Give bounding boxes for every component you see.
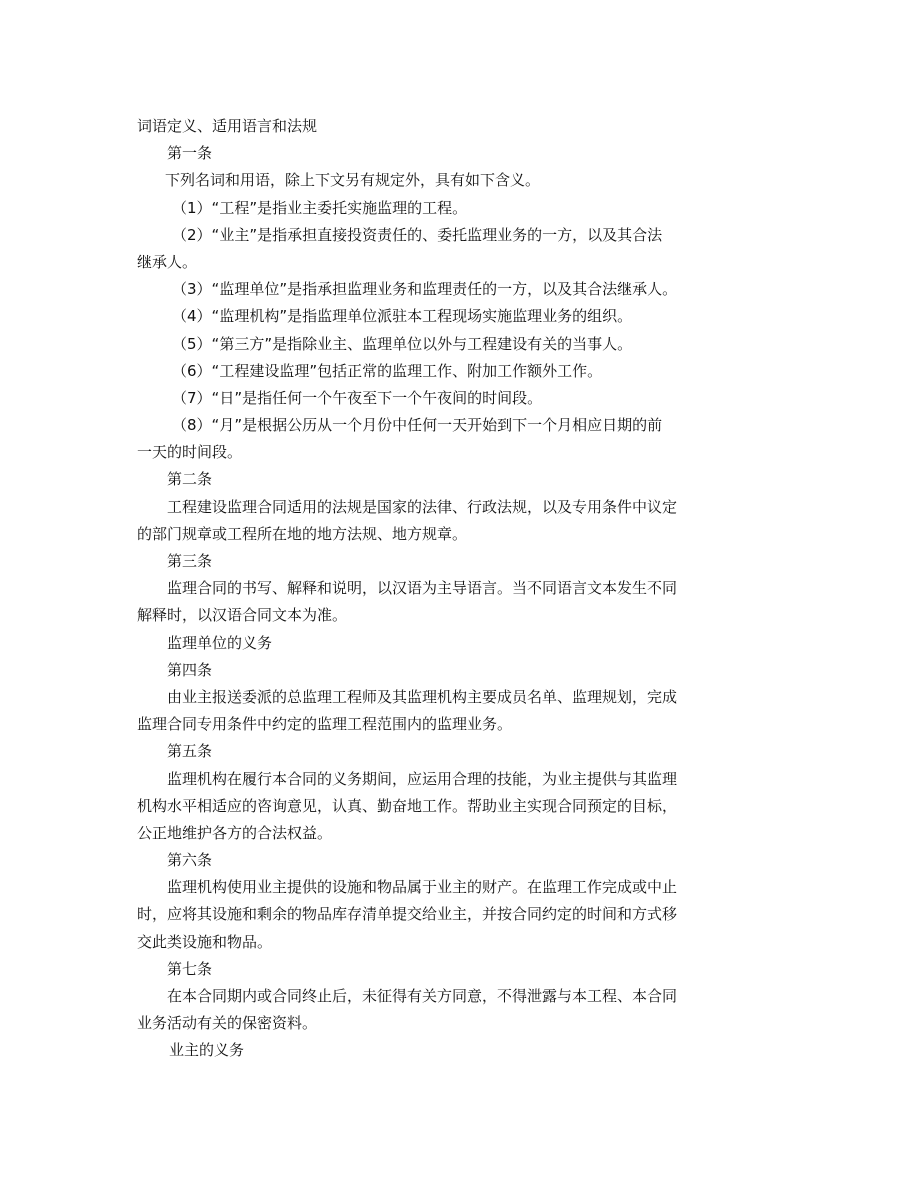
document-page — [137, 113, 707, 1065]
body-text: 交此类设施和物品。 — [137, 932, 273, 951]
article-heading-1: 第一条 — [167, 144, 213, 163]
section-heading-definitions: 词语定义、适用语言和法规 — [137, 117, 318, 135]
article-heading-2: 第二条 — [167, 470, 213, 489]
article-heading-3: 第三条 — [167, 552, 213, 570]
article-heading-7: 第七条 — [167, 959, 213, 978]
definition-item-8: （8）“月”是根据公历从一个月份中任何一天开始到下一个月相应日期的前 — [172, 416, 663, 435]
definition-item-7: （7）“日”是指任何一个午夜至下一个午夜间的时间段。 — [172, 388, 543, 407]
body-text: 监理机构在履行本合同的义务期间，应运用合理的技能，为业主提供与其监理 — [167, 769, 678, 788]
body-text: 监理合同专用条件中约定的监理工程范围内的监理业务。 — [137, 715, 513, 734]
body-text: 公正地维护各方的合法权益。 — [137, 823, 333, 842]
definition-item-2-cont: 继承人。 — [137, 252, 198, 271]
section-heading-supervisor-duties: 监理单位的义务 — [167, 633, 273, 652]
body-text: 在本合同期内或合同终止后，未征得有关方同意，不得泄露与本工程、本合同 — [167, 987, 678, 1005]
definition-item-1: （1）“工程”是指业主委托实施监理的工程。 — [172, 198, 468, 217]
definition-item-8-cont: 一天的时间段。 — [137, 443, 243, 462]
body-text: 时，应将其设施和剩余的物品库存清单提交给业主，并按合同约定的时间和方式移 — [137, 905, 678, 924]
article-heading-4: 第四条 — [167, 660, 213, 679]
body-text: 解释时，以汉语合同文本为准。 — [137, 606, 348, 625]
definition-item-3: （3）“监理单位”是指承担监理业务和监理责任的一方，以及其合法继承人。 — [172, 280, 678, 299]
body-text: 由业主报送委派的总监理工程师及其监理机构主要成员名单、监理规划，完成 — [167, 687, 678, 706]
body-text: 监理合同的书写、解释和说明，以汉语为主导语言。当不同语言文本发生不同 — [167, 579, 678, 598]
definition-item-5: （5）“第三方”是指除业主、监理单位以外与工程建设有关的当事人。 — [172, 334, 633, 353]
body-text: 业务活动有关的保密资料。 — [137, 1014, 318, 1033]
definition-item-4: （4）“监理机构”是指监理单位派驻本工程现场实施监理业务的组织。 — [172, 307, 633, 326]
article-heading-6: 第六条 — [167, 851, 213, 870]
body-text: 下列名词和用语，除上下文另有规定外，具有如下含义。 — [165, 171, 541, 190]
article-heading-5: 第五条 — [167, 742, 213, 761]
definition-item-2: （2）“业主”是指承担直接投资责任的、委托监理业务的一方，以及其合法 — [172, 225, 663, 244]
body-text: 监理机构使用业主提供的设施和物品属于业主的财产。在监理工作完成或中止 — [167, 878, 678, 897]
definition-item-6: （6）“工程建设监理”包括正常的监理工作、附加工作额外工作。 — [172, 361, 603, 380]
body-text: 工程建设监理合同适用的法规是国家的法律、行政法规，以及专用条件中议定 — [167, 497, 678, 516]
body-text: 的部门规章或工程所在地的地方法规、地方规章。 — [137, 524, 468, 543]
body-text: 机构水平相适应的咨询意见，认真、勤奋地工作。帮助业主实现合同预定的目标， — [137, 796, 678, 815]
section-heading-owner-duties: 业主的义务 — [169, 1041, 245, 1060]
